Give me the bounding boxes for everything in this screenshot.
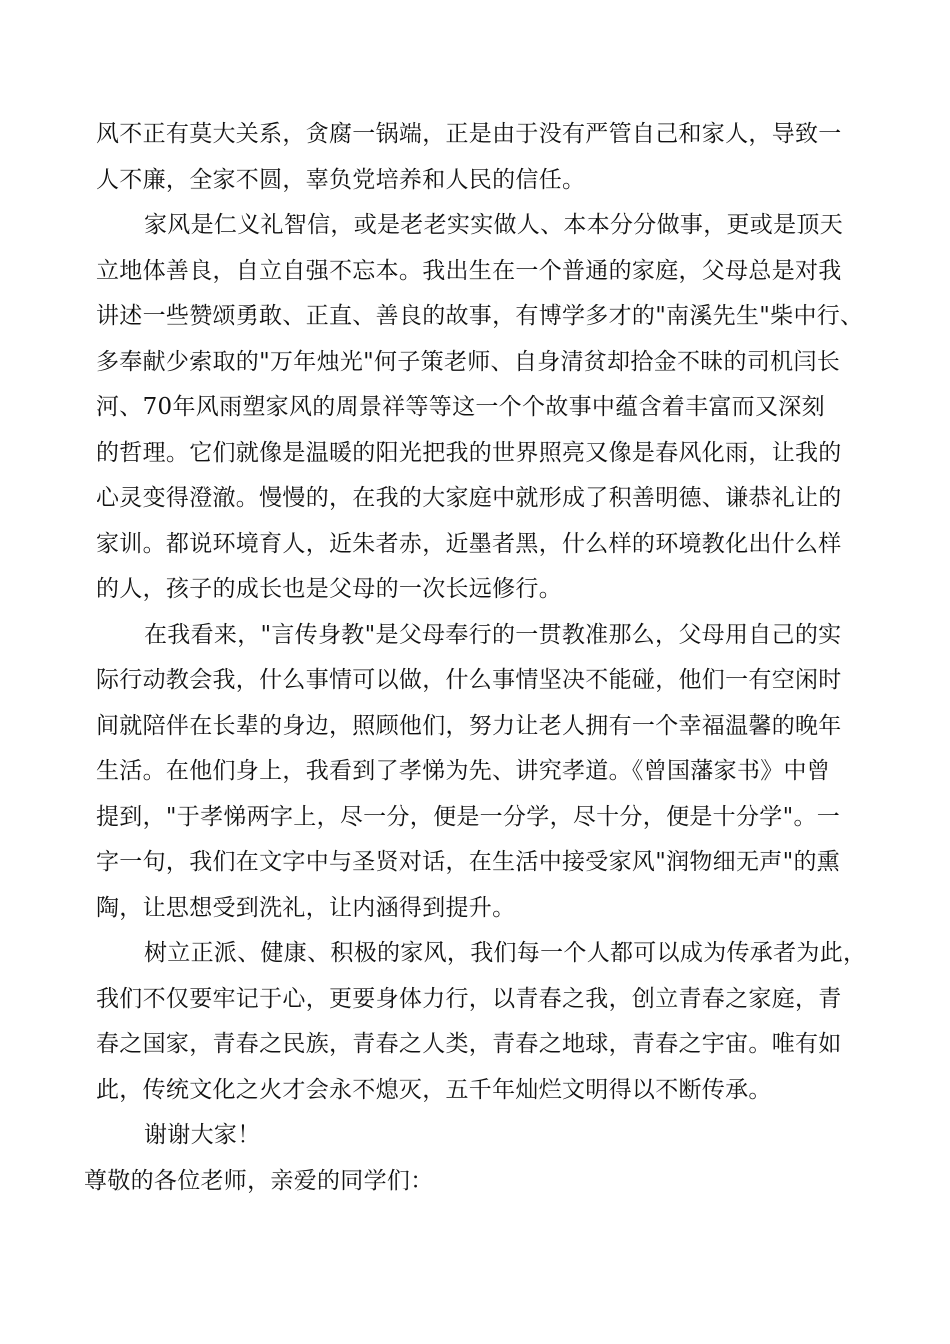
text-line: 河、70年风雨塑家风的周景祥等等这一个个故事中蕴含着丰富而又深刻 <box>96 394 825 420</box>
text-line: 我们不仅要牢记于心，更要身体力行，以青春之我，创立青春之家庭，青 <box>96 985 842 1012</box>
text-line: 此，传统文化之火才会永不熄灭，五千年灿烂文明得以不断传承。 <box>96 1076 772 1103</box>
text-line: 在我看来，"言传身教"是父母奉行的一贯教准那么，父母用自己的实 <box>144 621 842 648</box>
document-body <box>84 112 876 1204</box>
text-line: 陶，让思想受到洗礼，让内涵得到提升。 <box>96 894 516 921</box>
text-line: 树立正派、健康、积极的家风，我们每一个人都可以成为传承者为此， <box>144 940 867 966</box>
text-line: 心灵变得澄澈。慢慢的，在我的大家庭中就形成了积善明德、谦恭礼让的 <box>96 485 842 511</box>
text-line: 家风是仁义礼智信，或是老老实实做人、本本分分做事，更或是顶天 <box>144 212 843 238</box>
text-line: 提到，"于孝悌两字上，尽一分，便是一分学，尽十分，便是十分学"。一 <box>96 803 841 830</box>
text-line: 的人，孩子的成长也是父母的一次长远修行。 <box>96 576 562 602</box>
text-line: 人不廉，全家不圆，辜负党培养和人民的信任。 <box>96 166 586 193</box>
text-line: 间就陪伴在长辈的身边，照顾他们，努力让老人拥有一个幸福温馨的晚年 <box>96 712 842 739</box>
closing-thanks: 谢谢大家！ <box>144 1122 261 1148</box>
text-line: 际行动教会我，什么事情可以做，什么事情坚决不能碰，他们一有空闲时 <box>96 667 842 693</box>
text-line: 春之国家，青春之民族，青春之人类，青春之地球，青春之宇宙。唯有如 <box>96 1031 842 1057</box>
text-line: 生活。在他们身上，我看到了孝悌为先、讲究孝道。《曾国藩家书》中曾 <box>96 758 831 784</box>
text-line: 多奉献少索取的"万年烛光"何子策老师、自身清贫却拾金不昧的司机闫长 <box>96 348 841 375</box>
text-line: 立地体善良，自立自强不忘本。我出生在一个普通的家庭，父母总是对我 <box>96 257 842 284</box>
text-line: 的哲理。它们就像是温暖的阳光把我的世界照亮又像是春风化雨，让我的 <box>96 439 842 466</box>
text-line: 字一句，我们在文字中与圣贤对话，在生活中接受家风"润物细无声"的熏 <box>96 849 841 875</box>
text-line: 讲述一些赞颂勇敢、正直、善良的故事，有博学多才的"南溪先生"柴中行、 <box>96 303 864 329</box>
text-line: 家训。都说环境育人，近朱者赤，近墨者黑，什么样的环境教化出什么样 <box>96 530 842 557</box>
greeting-line: 尊敬的各位老师，亲爱的同学们： <box>84 1167 434 1194</box>
text-line: 风不正有莫大关系，贪腐一锅端，正是由于没有严管自己和家人，导致一 <box>96 121 842 147</box>
